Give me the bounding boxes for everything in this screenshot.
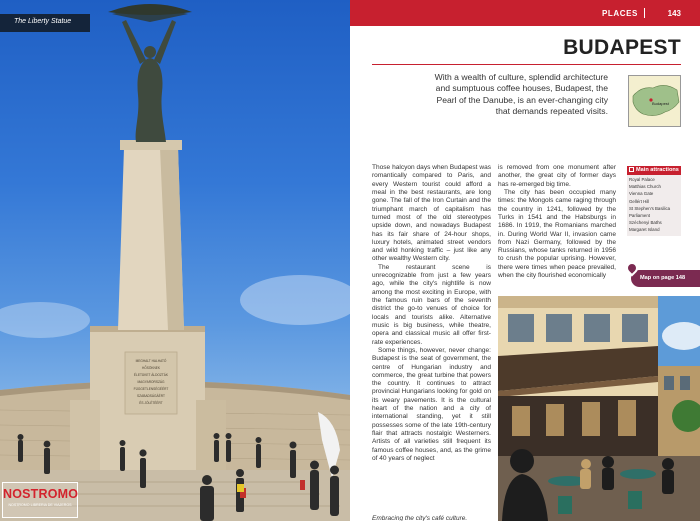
attraction-item: Széchenyi Baths bbox=[629, 220, 662, 226]
attraction-item: Gellért Hill bbox=[629, 198, 650, 204]
inscription-line: MAGYARORSZÁG bbox=[137, 380, 165, 384]
watermark-logo bbox=[2, 482, 78, 518]
page-title: BUDAPEST bbox=[563, 36, 681, 59]
map-city-label: Budapest bbox=[652, 101, 669, 106]
inscription-line: SZABADSÁGÁÉRT bbox=[137, 394, 165, 398]
inscription-line: FÜGGETLENSÉGÉÉRT bbox=[133, 387, 169, 391]
body-column-2 bbox=[498, 164, 616, 280]
attraction-item: St Stephen's Basilica bbox=[629, 205, 671, 211]
attraction-item: Parliament bbox=[629, 213, 650, 219]
section-label: PLACES bbox=[601, 9, 638, 18]
body-paragraph: Those halcyon days when Budapest was romantically compared to Paris, and every Western tourist could afford a meal in the best restaurants, are long gone. The fall of the Iron Curtain and the triumphant march of capitalism has turned most of the old stereotypes upside down, and nowadays Budapest has its fair share of 24-hour shops, luxury hotels, animated street vendors and wild honking traffic – just like any other wealthy Western city. bbox=[372, 164, 491, 263]
title-divider bbox=[372, 64, 681, 65]
main-attractions-box bbox=[627, 166, 681, 236]
intro-paragraph: With a wealth of culture, splendid architecture and sumptuous coffee houses, Budapest, the Pearl of the Danube, is an ever-changing city that demands repeated visits. bbox=[434, 72, 608, 117]
body-paragraph: The restaurant scene is unrecognizable from just a few years ago, while the city's nightlife is now among the most exciting in Europe, with the famous ruin bars of the seventh district the go-to venues of choice for locals and tourists alike. Alternative music is big business, while theatre, opera and classical music all offer first-rate experiences. bbox=[372, 263, 491, 346]
main-attractions-heading: Main attractions bbox=[636, 167, 679, 173]
cafe-caption: Embracing the city's café culture. bbox=[372, 515, 468, 521]
body-column-1 bbox=[372, 164, 491, 463]
header-bar bbox=[350, 0, 700, 26]
cafe-photo bbox=[498, 296, 700, 521]
map-pin-icon bbox=[624, 260, 641, 277]
attraction-item: Vienna Gate bbox=[629, 191, 654, 197]
attraction-item: Margaret Island bbox=[629, 227, 660, 233]
body-paragraph: is removed from one monument after another, the great city of former days has re-emerged big time. bbox=[498, 164, 616, 188]
inscription-line: MEGHALT HALHATÓ bbox=[135, 359, 167, 363]
photo-caption: The Liberty Statue bbox=[0, 14, 90, 32]
attraction-item: Matthias Church bbox=[629, 184, 661, 190]
monument-inscription bbox=[125, 352, 177, 414]
main-attractions-header bbox=[627, 166, 681, 175]
body-paragraph: The city has been occupied many times: the Mongols came raging through the country in 1241, followed by the Turks in 1541 and the Habsburgs in 1686. In 1919, the Romanians marched in. During World War II, invasion came from Nazi Germany, followed by the Russians, whose tanks returned in 1956 to crush the popular uprising. However, there were times when peace prevailed, when the city flourished economically bbox=[498, 188, 616, 280]
inscription-line: ÉS JÓLÉTÉÉRT bbox=[139, 401, 163, 405]
attractions-icon bbox=[629, 167, 634, 172]
map-reference-tab bbox=[631, 270, 700, 287]
attraction-item: Royal Palace bbox=[629, 177, 655, 182]
map-reference-label: Map on page 148 bbox=[640, 275, 686, 281]
body-paragraph: Some things, however, never change: Budapest is the seat of government, the centre of Hungarian industry and commerce, the great turbine that powers the country. It continues to attract provincial Hungarians looking for gold on its weary pavements. It is the cultural heart of the nation and a city of international standing, yet it still possesses some of the late 19th-century flair that attracts nostalgic Westerners. Artists of all varieties still frequent its famous coffee houses, and, as the grime of 40 years of neglect bbox=[372, 346, 491, 462]
text-page bbox=[350, 0, 700, 521]
main-attractions-list bbox=[627, 175, 681, 236]
cafe-illustration bbox=[498, 296, 700, 521]
page-number: 143 bbox=[667, 9, 681, 18]
header-separator bbox=[644, 8, 645, 18]
inscription-line: ÉLETÜKET ÁLDOZTÁK bbox=[133, 373, 169, 377]
watermark-subtitle: NOSTROMO LIBRERIA DE VIAJEROS bbox=[8, 503, 72, 507]
inscription-line: HŐSÖKNEK bbox=[141, 366, 161, 370]
watermark-title: NOSTROMO bbox=[3, 487, 79, 501]
location-map-thumbnail bbox=[628, 75, 681, 127]
